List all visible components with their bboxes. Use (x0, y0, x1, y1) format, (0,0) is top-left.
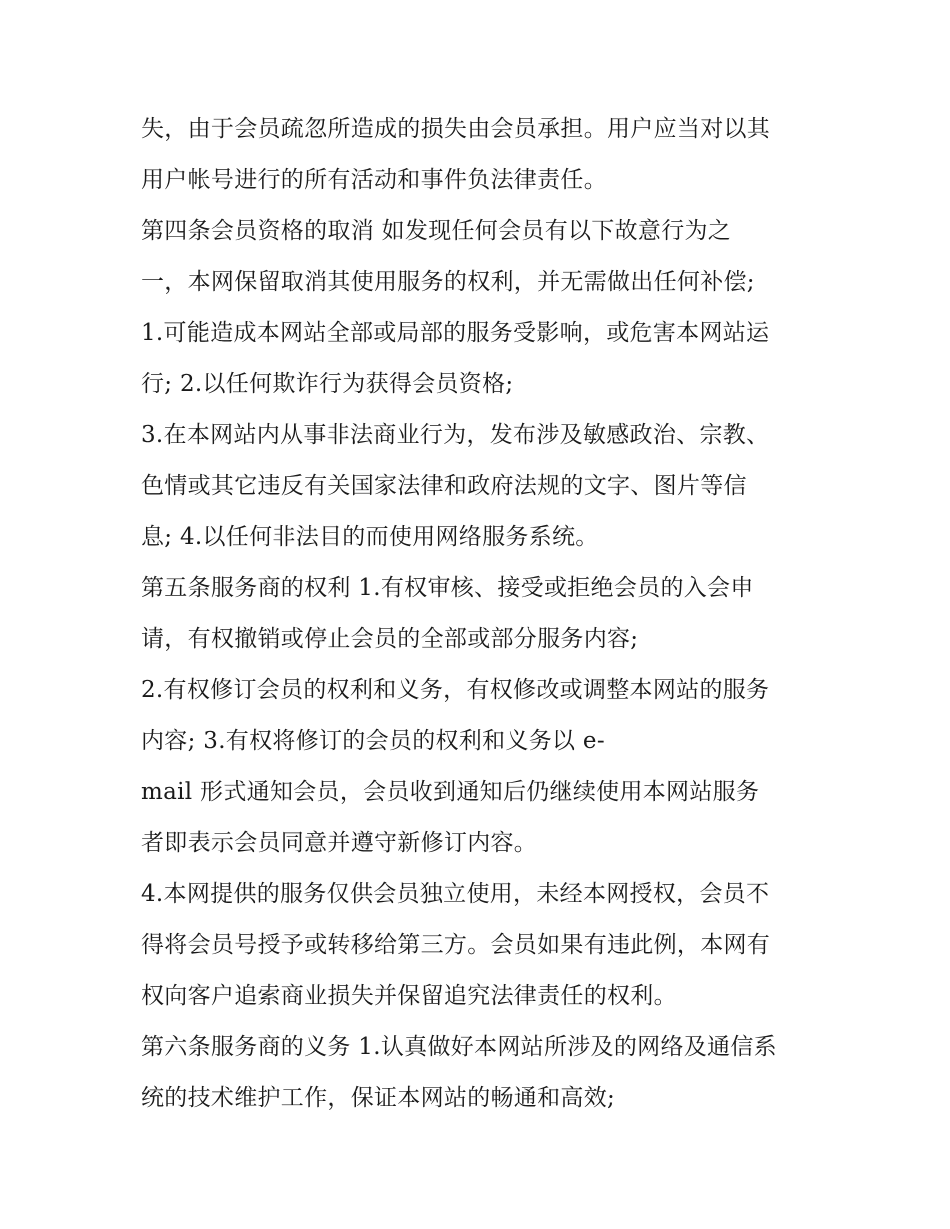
text-line: 失，由于会员疏忽所造成的损失由会员承担。用户应当对以其 (141, 116, 771, 142)
text-line: 请，有权撤销或停止会员的全部或部分服务内容; (141, 626, 639, 652)
text-line: 一，本网保留取消其使用服务的权利，并无需做出任何补偿; (141, 269, 755, 295)
text-line: 第五条服务商的权利 1.有权审核、接受或拒绝会员的入会申 (141, 575, 754, 601)
text-line: 第四条会员资格的取消 如发现任何会员有以下故意行为之 (141, 218, 732, 244)
text-line: 息; 4.以任何非法目的而使用网络服务系统。 (141, 524, 599, 550)
text-line: 4.本网提供的服务仅供会员独立使用，未经本网授权，会员不 (141, 881, 770, 907)
text-line: 1.可能造成本网站全部或局部的服务受影响，或危害本网站运 (141, 320, 770, 346)
text-line: 统的技术维护工作，保证本网站的畅通和高效; (141, 1085, 616, 1111)
text-line: mail 形式通知会员，会员收到通知后仍继续使用本网站服务 (141, 779, 760, 805)
text-line: 2.有权修订会员的权利和义务，有权修改或调整本网站的服务 (141, 677, 770, 703)
text-line: 3.在本网站内从事非法商业行为，发布涉及敏感政治、宗教、 (141, 422, 770, 448)
text-line: 得将会员号授予或转移给第三方。会员如果有违此例，本网有 (141, 932, 771, 958)
text-line: 用户帐号进行的所有活动和事件负法律责任。 (141, 167, 607, 193)
text-line: 色情或其它违反有关国家法律和政府法规的文字、图片等信 (141, 473, 747, 499)
text-line: 者即表示会员同意并遵守新修订内容。 (141, 830, 538, 856)
text-line: 第六条服务商的义务 1.认真做好本网站所涉及的网络及通信系 (141, 1034, 777, 1060)
text-line: 内容; 3.有权将修订的会员的权利和义务以 e- (141, 728, 605, 754)
text-line: 权向客户追索商业损失并保留追究法律责任的权利。 (141, 983, 677, 1009)
text-line: 行; 2.以任何欺诈行为获得会员资格; (141, 371, 514, 397)
document-body (141, 104, 821, 1124)
